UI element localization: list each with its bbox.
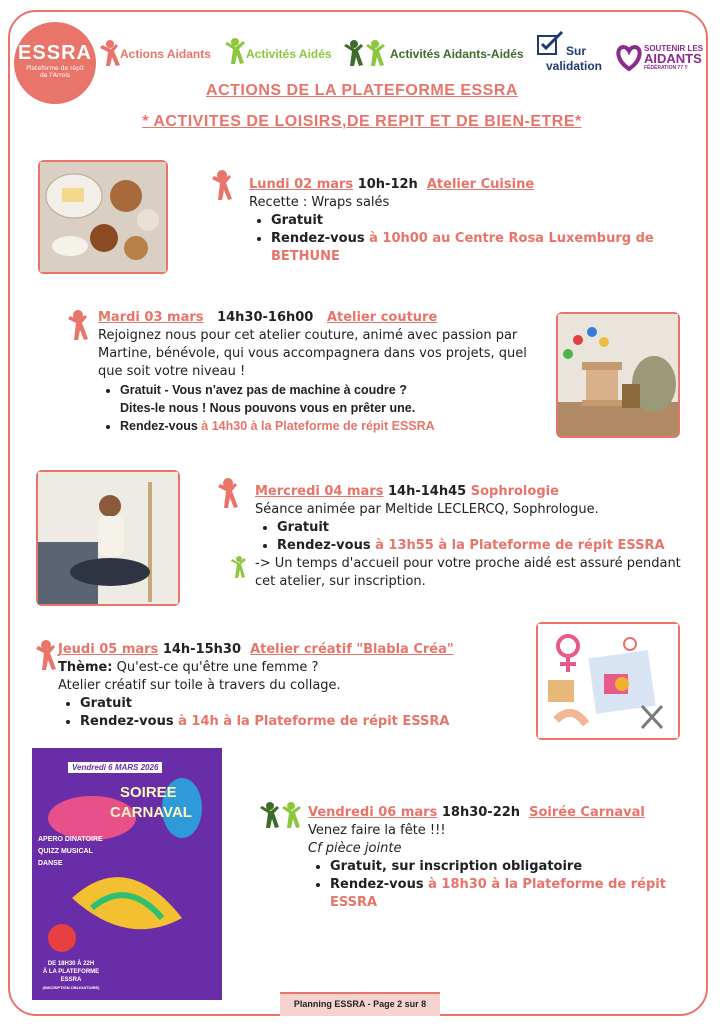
- event-creatif: [58, 641, 528, 731]
- event-time: 14h30-16h00: [217, 310, 314, 325]
- cooking-illustration: [40, 162, 166, 272]
- bullet-gratuit: • Gratuit: [271, 212, 669, 230]
- poster-bottom-line: DE 18H30 À 22H: [47, 961, 95, 967]
- event-time: 14h-14h45: [388, 484, 467, 499]
- bullet-line2: Dites-le nous ! Nous pouvons vous en prêter une.: [120, 401, 416, 415]
- collage-illustration: [538, 624, 678, 738]
- event-theme: [58, 659, 528, 677]
- poster-date: Vendredi 6 MARS 2026: [68, 762, 162, 773]
- rdv-prefix: Rendez-vous: [277, 538, 371, 553]
- logo-name: ESSRA: [18, 42, 92, 64]
- two-persons-icon: [260, 802, 302, 828]
- event-desc: Séance animée par Meltide LECLERCQ, Sophrologue.: [255, 502, 599, 517]
- logo-subtitle: Plateforme de répit de l'Arrois: [26, 65, 84, 79]
- rdv-prefix: Rendez-vous: [80, 714, 174, 729]
- bullet-gratuit: • Gratuit: [80, 695, 528, 713]
- legend-sur: Sur: [566, 44, 587, 58]
- rdv-location: à 14h à la Plateforme de répit ESSRA: [178, 714, 450, 729]
- event-bullets: [98, 381, 544, 435]
- person-green-icon: [230, 556, 248, 578]
- person-red-icon: [66, 310, 90, 340]
- event-desc: Atelier créatif sur toile à travers du collage.: [58, 678, 341, 693]
- event-carnaval: [308, 804, 688, 912]
- bullet-rdv: [277, 537, 685, 555]
- event-bullets: [255, 519, 685, 555]
- soutenir-aidants-logo: [644, 44, 703, 71]
- event-note: Cf pièce jointe: [308, 841, 402, 856]
- soutenir-line3: FÉDÉRATION 77 !!: [644, 65, 688, 71]
- legend-activites-aidants-aides: Activités Aidants-Aidés: [390, 47, 524, 61]
- soutenir-line1: SOUTENIR LES: [644, 44, 704, 53]
- event-sophro-header: [255, 483, 685, 501]
- event-note: -> Un temps d'accueil pour votre proche aidé est assuré pendant cet atelier, sur inscription.: [255, 556, 681, 589]
- event-date: Mercredi 04 mars: [255, 484, 384, 499]
- legend-activites-aides: Activités Aidés: [246, 47, 332, 61]
- poster-line: QUIZZ MUSICAL: [38, 848, 93, 855]
- event-carnaval-header: [308, 804, 688, 822]
- event-desc: Venez faire la fête !!!: [308, 823, 446, 838]
- bullet-gratuit: [120, 381, 544, 417]
- creatif-image: [536, 622, 680, 740]
- validation-icon: [536, 30, 564, 56]
- soutenir-line2: AIDANTS: [644, 51, 702, 66]
- poster-bottom-line: À LA PLATEFORME: [42, 969, 100, 975]
- event-name: Atelier Cuisine: [426, 177, 535, 192]
- main-title: ACTIONS DE LA PLATEFORME ESSRA: [206, 82, 518, 99]
- event-date: Lundi 02 mars: [249, 177, 354, 192]
- poster-line: APERO DINATOIRE: [38, 836, 103, 843]
- event-couture-header: [98, 309, 544, 327]
- two-persons-icon: [344, 40, 386, 66]
- event-bullets: [58, 695, 528, 731]
- rdv-location: à 10h00 au Centre Rosa Luxemburg de BETHUNE: [271, 231, 654, 264]
- person-green-icon: [224, 38, 246, 64]
- event-date: Jeudi 05 mars: [58, 642, 159, 657]
- event-sophro: [255, 483, 685, 591]
- bullet-rdv: [120, 417, 544, 435]
- meditation-illustration: [38, 472, 178, 604]
- event-desc: Recette : Wraps salés: [249, 195, 390, 210]
- event-bullets: [249, 212, 669, 266]
- event-couture: [98, 309, 544, 435]
- event-name: Soirée Carnaval: [529, 805, 645, 820]
- rdv-prefix: Rendez-vous: [120, 419, 198, 433]
- sophro-image: [36, 470, 180, 606]
- bullet-gratuit: • Gratuit: [277, 519, 685, 537]
- rdv-prefix: Rendez-vous: [271, 231, 365, 246]
- bullet-line1: • Gratuit - Vous n'avez pas de machine à coudre ?: [120, 383, 407, 397]
- sewing-illustration: [558, 314, 678, 436]
- event-bullets: [308, 858, 688, 912]
- bullet-rdv: [80, 713, 528, 731]
- event-name: Sophrologie: [470, 484, 559, 499]
- person-red-icon: [216, 478, 240, 508]
- poster-title1: SOIREE: [120, 784, 177, 801]
- bullet-rdv: [330, 876, 688, 912]
- cuisine-image: [38, 160, 168, 274]
- poster-bottom-line: ESSRA: [60, 977, 82, 983]
- carnaval-poster: [32, 748, 222, 1000]
- legend-validation: validation: [546, 59, 603, 73]
- event-name: Atelier couture: [326, 310, 438, 325]
- event-date: Mardi 03 mars: [98, 310, 204, 325]
- event-desc: Rejoignez nous pour cet atelier couture, animé avec passion par Martine, bénévole, qui vous accompagnera dans vos projets, quel que soit votre niveau !: [98, 328, 527, 379]
- bullet-rdv: [271, 230, 669, 266]
- event-name: Atelier créatif "Blabla Créa": [250, 642, 454, 657]
- legend-actions-aidants: Actions Aidants: [120, 47, 211, 61]
- bullet-gratuit: • Gratuit, sur inscription obligatoire: [330, 858, 688, 876]
- event-time: 14h-15h30: [162, 642, 241, 657]
- theme-text: Qu'est-ce qu'être une femme ?: [116, 660, 319, 675]
- page-footer: Planning ESSRA - Page 2 sur 8: [280, 992, 440, 1016]
- soutenir-aidants-logo-icon: [614, 42, 644, 72]
- event-cuisine: [249, 176, 669, 266]
- poster-bottom-line: (INSCRIPTION OBLIGATOIRE): [42, 985, 100, 990]
- rdv-location: à 18h30 à la Plateforme de répit ESSRA: [330, 877, 666, 910]
- event-cuisine-header: [249, 176, 669, 194]
- poster-bottom: [36, 960, 106, 992]
- person-red-icon: [210, 170, 234, 200]
- theme-label: Thème:: [58, 660, 113, 675]
- event-time: 10h-12h: [357, 177, 418, 192]
- poster-program: [38, 834, 103, 870]
- event-date: Vendredi 06 mars: [308, 805, 438, 820]
- event-time: 18h30-22h: [441, 805, 521, 820]
- poster-line: DANSE: [38, 860, 63, 867]
- event-creatif-header: [58, 641, 528, 659]
- person-red-icon: [98, 40, 120, 66]
- rdv-prefix: Rendez-vous: [330, 877, 424, 892]
- sub-title: * ACTIVITES DE LOISIRS,DE REPIT ET DE BIEN-ETRE*: [142, 113, 582, 130]
- person-red-icon: [34, 640, 58, 670]
- poster-title2: CARNAVAL: [110, 804, 192, 821]
- rdv-location: à 13h55 à la Plateforme de répit ESSRA: [375, 538, 665, 553]
- rdv-location: à 14h30 à la Plateforme de répit ESSRA: [201, 419, 435, 433]
- couture-image: [556, 312, 680, 438]
